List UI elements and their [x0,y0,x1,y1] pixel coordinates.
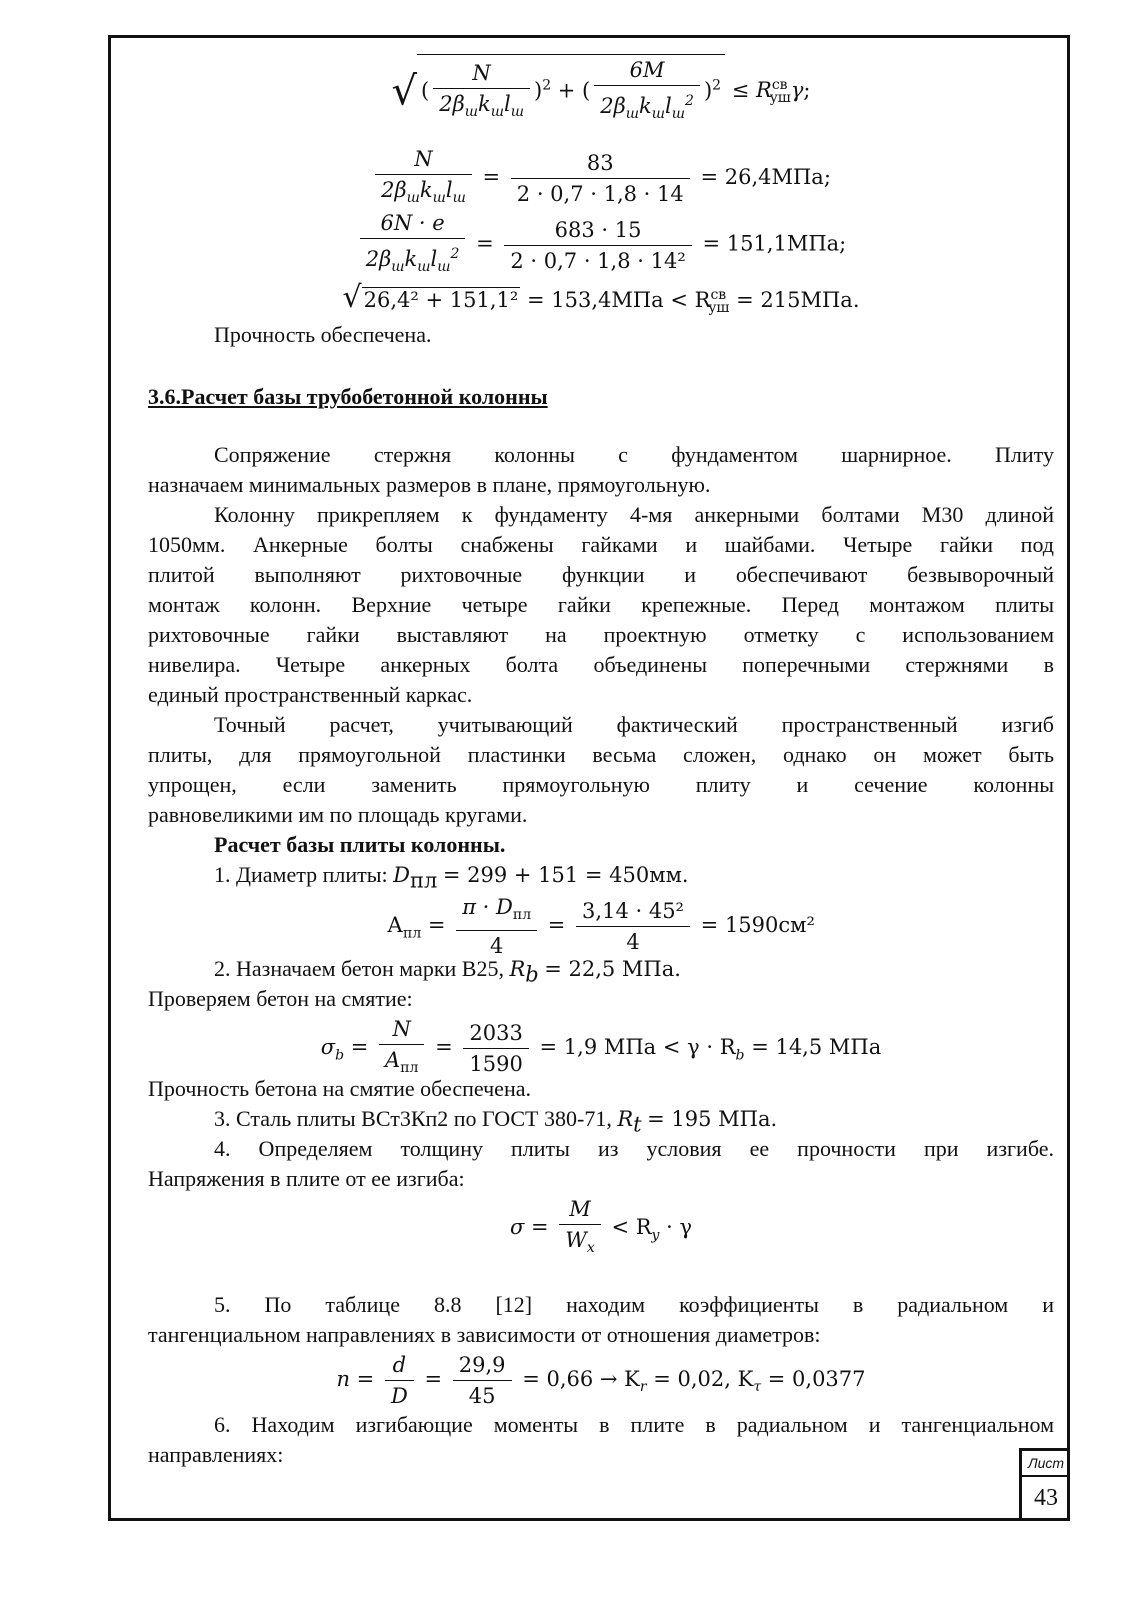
step-4-line-1: 4. Определяем толщину плиты из условия ее прочности при изгибе. [214,1136,1054,1161]
concrete-ok-text: Прочность бетона на смятие обеспечена. [148,1076,531,1101]
step-3-steel: 3. Сталь плиты ВСт3Кп2 по ГОСТ 380-71, $R_t = 195$ МПа. [214,1106,778,1137]
section-heading: 3.6.Расчет базы трубобетонной колонны [148,384,548,409]
step-1-diameter: 1. Диаметр плиты: $D_{пл} = 299 + 151 = 450мм$. [214,862,689,893]
paragraph-3-line-2: плиты, для прямоугольной пластинки весьма сложен, однако он может быть [148,742,1054,767]
paragraph-1-line-2: назначаем минимальных размеров в плане, прямоугольную. [148,472,711,497]
step-4-line-2: Напряжения в плите от ее изгиба: [148,1166,465,1191]
paragraph-2-line-7: единый пространственный каркас. [148,682,473,707]
formula-shear-n: $\frac{N}{2\beta_шk_шl_ш}$ = $\frac{83}{2 \cdot 0,7 \cdot 1,8 \cdot 14}$ = 26,4МПа; [148,144,1054,213]
step-5-line-2: тангенциальном направлениях в зависимости от отношения диаметров: [148,1322,821,1347]
formula-bending-stress: σ = $\frac{M}{W_x}$ < $R_y \cdot \gamma$ [148,1194,1054,1263]
paragraph-2-line-1: Колонну прикрепляем к фундаменту 4-мя анкерными болтами М30 длиной [214,502,1054,527]
sheet-label: Лист [1022,1451,1070,1477]
paragraph-3-line-3: упрощен, если заменить прямоугольную плиту и сечение колонны [148,772,1054,797]
step-6-line-1: 6. Находим изгибающие моменты в плите в радиальном и тангенциальном [214,1412,1054,1437]
paragraph-2-line-2: 1050мм. Анкерные болты снабжены гайками и шайбами. Четыре гайки под [148,532,1054,557]
paragraph-1-line-1: Сопряжение стержня колонны с фундаментом шарнирное. Плиту [214,442,1054,467]
formula-crush-stress: $\sigma_b$ = $\frac{N}{A_{пл}}$ = $\frac{2033}{1590}$ = 1,9 МПа < $\gamma \cdot R_b = 14,5$ МПа [148,1014,1054,1083]
formula-shear-m: $\frac{6N \cdot e}{2\beta_шk_шl_ш^2}$ = $\frac{683 \cdot 15}{\text{2 · 0,7 · 1,8 · 14²}}$ = 151,1МПа; [148,208,1054,282]
step-5-line-1: 5. По таблице 8.8 [12] находим коэффициенты в радиальном и [214,1292,1054,1317]
step-2-concrete: 2. Назначаем бетон марки В25, $R_b = 22,5$ МПа. [214,956,681,987]
formula-strength-condition: √ ( $\frac{N}{2\beta_шk_шl_ш}$ )$^2$ + ( $\frac{6M}{2\beta_шk_шl_ш^2}$ )$^2 \le R^{св}_{уш}\gamma$; [148,54,1054,129]
formula-area: $А_{пл}$ = $\frac{\pi \cdot D_{пл}}{4}$ = $\frac{\text{3,14 · 45²}}{4}$ = 1590см² [148,892,1054,961]
sheet-number: 43 [1034,1485,1058,1511]
step-6-line-2: направлениях: [148,1442,284,1467]
formula-diameter-ratio: n = $\frac{d}{D}$ = $\frac{29,9}{45}$ = $0,66 \to K_r = 0,02$, $K_\tau = 0,0377$ [148,1350,1054,1411]
paragraph-2-line-6: нивелира. Четыре анкерных болта объединены поперечными стержнями в [148,652,1054,677]
paragraph-2-line-5: рихтовочные гайки выставляют на проектную отметку с использованием [148,622,1054,647]
paragraph-3-line-1: Точный расчет, учитывающий фактический пространственный изгиб [214,712,1054,737]
check-crush-text: Проверяем бетон на смятие: [148,986,413,1011]
paragraph-2-line-4: монтаж колонн. Верхние четыре гайки крепежные. Перед монтажом плиты [148,592,1054,617]
paragraph-2-line-3: плитой выполняют рихтовочные функции и обеспечивают безвыворочный [148,562,1054,587]
paragraph-3-line-4: равновеликими им по площадь кругами. [148,802,528,827]
sheet-stamp [1019,1448,1070,1521]
sub-heading: Расчет базы плиты колонны. [214,832,506,857]
formula-result-check: $√26,4^2 + 151,1^2 = 153,4МПа < R^{св}_{уш} = 215МПа$. [342,280,860,317]
strength-ok-text: Прочность обеспечена. [214,322,432,347]
